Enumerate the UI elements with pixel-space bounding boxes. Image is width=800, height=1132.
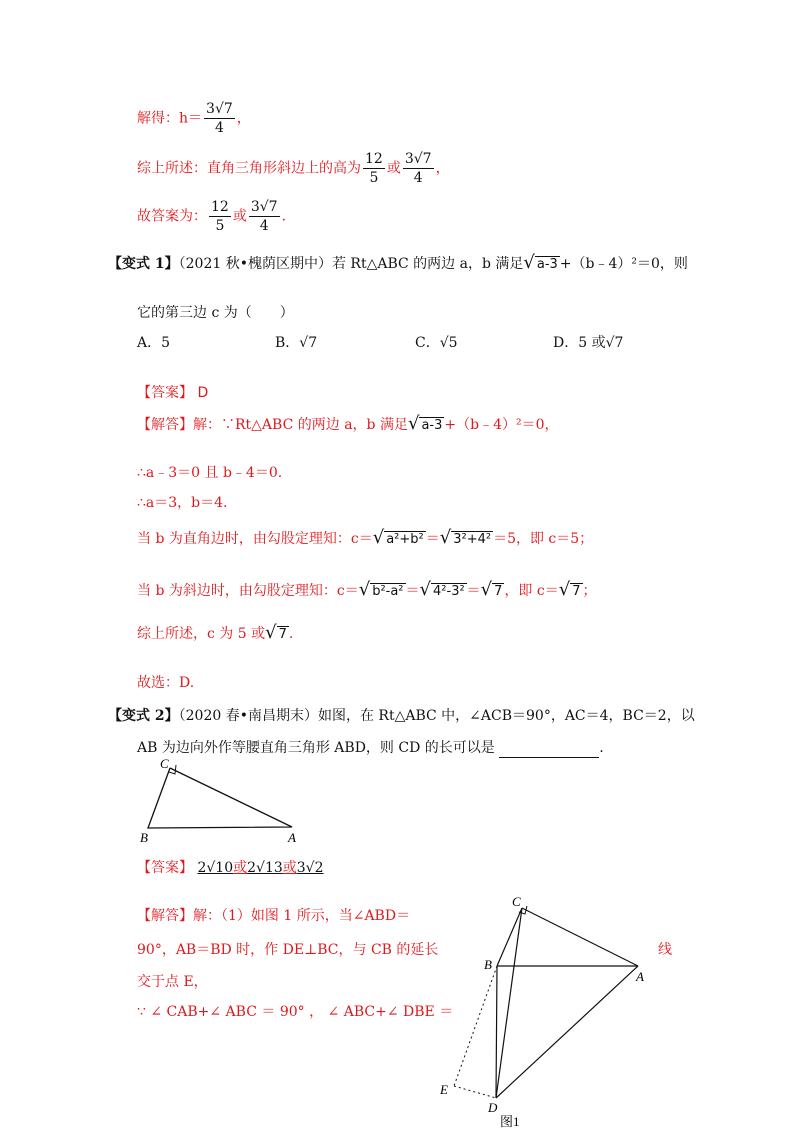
variant1-solution-5: [137, 580, 597, 602]
text: 故答案为：: [137, 208, 207, 225]
variant1-solution-7: 故选：D.: [137, 675, 195, 691]
solution-tag: 【解答】: [137, 417, 193, 433]
edge-be-dotted: [454, 966, 497, 1086]
edge-cd: [496, 908, 522, 1098]
radical: √ 7: [558, 579, 581, 600]
variant1-answer: [137, 383, 208, 403]
text: 或: [386, 160, 401, 177]
summary-line: [137, 150, 450, 187]
variant2-solution-2: 90°，AB＝BD 时，作 DE⊥BC，与 CB 的延长: [137, 942, 439, 958]
text: 解得：h＝: [137, 110, 203, 127]
text: ＝: [466, 583, 481, 599]
text: .: [281, 208, 287, 225]
text: ；: [582, 583, 597, 599]
frac-num: 3√7: [206, 101, 233, 117]
answer-line: [137, 198, 286, 235]
radical: √ b²-a²: [358, 579, 404, 600]
frac-den: 4: [413, 170, 423, 186]
label-b: B: [484, 957, 492, 972]
text: 解：（1）如图 1 所示，当∠ABD＝: [193, 908, 411, 924]
variant1-question-line2: 它的第三边 c 为（ ）: [137, 305, 294, 321]
radicand: 3²+4²: [453, 532, 492, 547]
answer-sep: 或: [282, 860, 297, 876]
variant1-solution-2: ∴a﹣3＝0 且 b﹣4＝0.: [137, 465, 283, 481]
answer-value: 2√10: [197, 860, 234, 876]
answer-sep: 或: [233, 860, 248, 876]
radicand: a-3: [421, 418, 443, 433]
radical: √ 7: [265, 622, 287, 643]
radical: √ 4²-3²: [419, 579, 465, 600]
edge-ca: [522, 908, 638, 966]
label-a: A: [636, 969, 644, 984]
radical: √ a-3: [407, 413, 443, 434]
answer-value: 3√2: [296, 860, 324, 876]
fraction: [249, 198, 280, 235]
answer-blank: [499, 743, 599, 758]
variant-tag: 【变式 2】: [108, 708, 179, 724]
variant1-solution-1: [137, 414, 559, 436]
edge-bd: [496, 966, 497, 1098]
text: 或: [232, 208, 247, 225]
label-e: E: [440, 1082, 448, 1097]
figure-1: [430, 890, 660, 1130]
option-b: B．√7: [275, 335, 318, 351]
frac-num: 12: [365, 151, 383, 167]
text: ＝: [425, 531, 440, 547]
frac-num: 3√7: [404, 151, 432, 167]
label-c: C: [160, 756, 169, 771]
text: +（b﹣4）²＝0，则: [559, 256, 688, 272]
text: ＝: [405, 583, 420, 599]
variant2-solution-4: ∵ ∠ CAB+∠ ABC ＝ 90° ， ∠ ABC+∠ DBE ＝: [137, 1004, 454, 1020]
text: ，: [435, 160, 450, 177]
text: 解：∵Rt△ABC 的两边 a，b 满足: [193, 417, 408, 433]
text: AB 为边向外作等腰直角三角形 ABD，则 CD 的长可以是: [137, 740, 495, 756]
text: 当 b 为斜边时，由勾股定理知：c＝: [137, 583, 359, 599]
radicand: 7: [572, 584, 581, 599]
variant-tag: 【变式 1】: [108, 256, 179, 272]
frac-den: 5: [369, 170, 379, 186]
option-c: C．√5: [415, 335, 458, 351]
frac-num: 3√7: [250, 199, 278, 215]
frac-den: 5: [215, 218, 225, 234]
frac-den: 4: [259, 218, 269, 234]
fraction: [363, 150, 385, 187]
edge-ad: [496, 966, 638, 1098]
text: （2021 秋•槐荫区期中）若 Rt△ABC 的两边 a，b 满足: [178, 256, 524, 272]
text: .: [599, 740, 604, 756]
text: .: [288, 626, 294, 642]
text: 当 b 为直角边时，由勾股定理知：c＝: [137, 531, 373, 547]
option-d: D．5 或√7: [553, 335, 624, 351]
variant1-solution-3: ∴a＝3，b＝4.: [137, 495, 228, 511]
radicand: 7: [278, 627, 287, 642]
variant2-solution-2-tail: 线: [658, 942, 672, 958]
label-c: C: [512, 894, 521, 909]
answer-tag: 【答案】: [137, 860, 193, 876]
radical: √ 3²+4²: [439, 527, 492, 548]
variant2-question: [108, 706, 695, 726]
variant1-solution-4: [137, 528, 593, 550]
figure-caption: 图1: [500, 1114, 520, 1129]
radicand: a-3: [536, 257, 558, 272]
variant1-question: [108, 253, 688, 275]
answer-tag: 【答案】: [137, 385, 193, 401]
text: （2020 春•南昌期末）如图，在 Rt△ABC 中，∠ACB＝90°，AC＝4，BC＝2，以: [178, 708, 695, 724]
variant2-solution-3: 交于点 E，: [137, 974, 208, 990]
radicand: 7: [494, 584, 503, 599]
radicand: a²+b²: [386, 532, 424, 547]
text: ，: [236, 110, 251, 127]
fraction: [204, 100, 235, 137]
frac-den: 4: [214, 120, 224, 136]
text: +（b﹣4）²＝0，: [444, 417, 559, 433]
edge-ed-dotted: [454, 1086, 496, 1098]
triangle-edges: [148, 768, 292, 828]
answer-value: D: [197, 385, 209, 401]
text: ＝5，即 c＝5；: [493, 531, 594, 547]
fraction: [209, 198, 231, 235]
option-a: A．5: [137, 335, 171, 351]
label-b: B: [140, 830, 148, 845]
text: 综上所述：直角三角形斜边上的高为: [137, 160, 361, 177]
text: ，即 c＝: [504, 583, 559, 599]
variant1-solution-6: [137, 623, 293, 645]
frac-num: 12: [211, 199, 229, 215]
radical: √ a-3: [523, 252, 558, 273]
label-a: A: [288, 830, 296, 845]
radical: √ 7: [480, 579, 503, 600]
radicand: 4²-3²: [433, 584, 465, 599]
solution-h-line: [137, 100, 251, 137]
radical: √ a²+b²: [372, 527, 424, 548]
text: 综上所述，c 为 5 或: [137, 626, 266, 642]
variant2-answer: [137, 858, 324, 878]
variant2-solution-1: [137, 906, 410, 926]
answer-value: 2√13: [247, 860, 283, 876]
fraction: [403, 150, 434, 187]
triangle-figure: [130, 755, 320, 850]
label-d: D: [488, 1100, 498, 1115]
radicand: b²-a²: [372, 584, 404, 599]
solution-tag: 【解答】: [137, 908, 193, 924]
